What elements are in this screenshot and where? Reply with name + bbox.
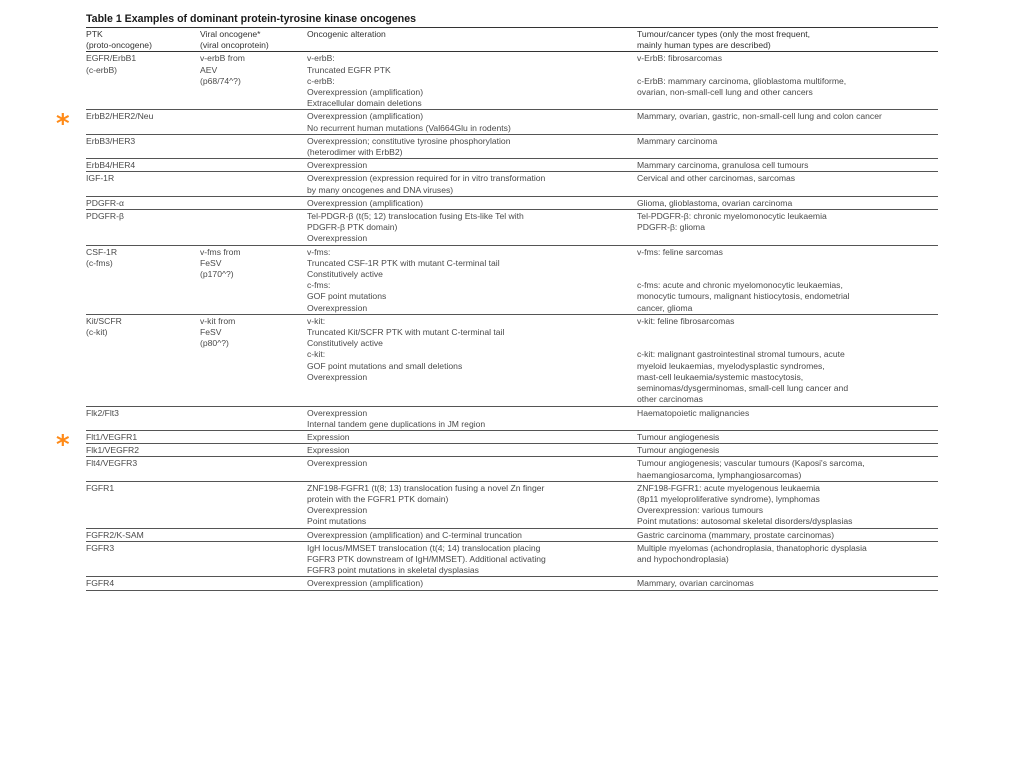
tumour-types-cell: Multiple myelomas (achondroplasia, thanatophoric dysplasia and hypochondroplasia) bbox=[637, 542, 867, 564]
alteration-cell: Expression bbox=[307, 445, 350, 456]
alteration-cell: Overexpression bbox=[307, 458, 368, 469]
ptk-cell: Flt4/VEGFR3 bbox=[86, 458, 138, 469]
tumour-types-cell: v-ErbB: fibrosarcomas c-ErbB: mammary carcinoma, glioblastoma multiforme, ovarian, non-small-cell lung and other cancers bbox=[637, 53, 847, 98]
table-row bbox=[86, 577, 938, 590]
viral-oncogene-cell bbox=[200, 444, 307, 456]
ptk-cell: Flk2/Flt3 bbox=[86, 407, 119, 418]
table-row bbox=[86, 407, 938, 431]
viral-oncogene-cell bbox=[200, 542, 307, 577]
tumour-types-cell: Haematopoietic malignancies bbox=[637, 407, 750, 418]
header-viral-oncogene: Viral oncogene* (viral oncoprotein) bbox=[200, 29, 269, 51]
table-row bbox=[86, 172, 938, 196]
ptk-cell: Flt1/VEGFR1 bbox=[86, 431, 138, 442]
tumour-types-cell: Gastric carcinoma (mammary, prostate carcinomas) bbox=[637, 529, 835, 540]
viral-oncogene-cell bbox=[200, 529, 307, 541]
alteration-cell: Overexpression (amplification) bbox=[307, 578, 424, 589]
alteration-cell: Overexpression (expression required for in vitro transformation by many oncogenes and DNA viruses) bbox=[307, 173, 546, 195]
tumour-types-cell: Cervical and other carcinomas, sarcomas bbox=[637, 173, 796, 184]
alteration-cell: v-kit: Truncated Kit/SCFR PTK with mutant C-terminal tail Constitutively active c-kit: GOF point mutations and small deletions Overexpression bbox=[307, 315, 505, 382]
table-row bbox=[86, 52, 938, 110]
table-row bbox=[86, 457, 938, 481]
header-ptk: PTK (proto-oncogene) bbox=[86, 29, 152, 51]
table-container bbox=[86, 12, 938, 591]
table-header-row bbox=[86, 28, 938, 52]
viral-oncogene-cell bbox=[200, 457, 307, 480]
viral-oncogene-cell: v-kit from FeSV (p80^?) bbox=[200, 315, 236, 349]
tumour-types-cell: Tumour angiogenesis bbox=[637, 445, 720, 456]
table-row bbox=[86, 197, 938, 210]
table-row bbox=[86, 315, 938, 407]
viral-oncogene-cell bbox=[200, 135, 307, 158]
ptk-cell: FGFR2/K-SAM bbox=[86, 529, 144, 540]
tumour-types-cell: Mammary, ovarian, gastric, non-small-cell lung and colon cancer bbox=[637, 111, 882, 122]
alteration-cell: v-erbB: Truncated EGFR PTK c-erbB: Overexpression (amplification) Extracellular domain deletions bbox=[307, 53, 424, 109]
viral-oncogene-cell bbox=[200, 210, 307, 245]
ptk-cell: ErbB3/HER3 bbox=[86, 135, 136, 146]
table-row bbox=[86, 246, 938, 315]
alteration-cell: Expression bbox=[307, 431, 350, 442]
ptk-cell: Flk1/VEGFR2 bbox=[86, 445, 140, 456]
alteration-cell: ZNF198-FGFR1 (t(8; 13) translocation fusing a novel Zn finger protein with the FGFR1 PTK domain) Overexpression Point mutations bbox=[307, 482, 545, 527]
table-row bbox=[86, 159, 938, 172]
row-marker-asterisk-icon: * bbox=[56, 109, 70, 140]
alteration-cell: IgH locus/MMSET translocation (t(4; 14) translocation placing FGFR3 PTK downstream of IgH/MMSET). Additional activating FGFR3 point mutations in skeletal dysplasias bbox=[307, 542, 546, 576]
table-row bbox=[86, 482, 938, 529]
tumour-types-cell: Glioma, glioblastoma, ovarian carcinoma bbox=[637, 197, 793, 208]
ptk-cell: FGFR3 bbox=[86, 542, 115, 553]
tumour-types-cell: ZNF198-FGFR1: acute myelogenous leukaemia (8p11 myeloproliferative syndrome), lymphomas Overexpression: various tumours Point mutations: autosomal skeletal disorders/dysplasias bbox=[637, 482, 853, 527]
ptk-cell: FGFR1 bbox=[86, 482, 115, 493]
alteration-cell: v-fms: Truncated CSF-1R PTK with mutant C-terminal tail Constitutively active c-fms: GOF point mutations Overexpression bbox=[307, 246, 500, 313]
table-body bbox=[86, 52, 938, 590]
viral-oncogene-cell bbox=[200, 110, 307, 133]
viral-oncogene-cell bbox=[200, 407, 307, 430]
tumour-types-cell: v-kit: feline fibrosarcomas c-kit: malignant gastrointestinal stromal tumours, acute myeloid leukaemias, myelodysplastic syndromes, mast-cell leukaemia/systemic mastocytosis, seminomas/dysgerminomas, small-cell lung cancer and other carcinomas bbox=[637, 315, 849, 405]
table-title: Table 1 Examples of dominant protein-tyrosine kinase oncogenes bbox=[86, 12, 938, 28]
tumour-types-cell: v-fms: feline sarcomas c-fms: acute and chronic myelomonocytic leukaemias, monocytic tumours, malignant histiocytosis, endometrial cancer, glioma bbox=[637, 246, 850, 313]
tumour-types-cell: Tel-PDGFR-β: chronic myelomonocytic leukaemia PDGFR-β: glioma bbox=[637, 211, 827, 233]
alteration-cell: Tel-PDGR-β (t(5; 12) translocation fusing Ets-like Tel with PDGFR-β PTK domain) Overexpression bbox=[307, 211, 524, 244]
table-row bbox=[86, 431, 938, 444]
header-oncogenic-alteration: Oncogenic alteration bbox=[307, 29, 386, 39]
viral-oncogene-cell bbox=[200, 197, 307, 209]
alteration-cell: Overexpression (amplification) and C-terminal truncation bbox=[307, 529, 522, 540]
ptk-cell: PDGFR-α bbox=[86, 197, 124, 208]
tumour-types-cell: Mammary carcinoma bbox=[637, 135, 718, 146]
table-row bbox=[86, 529, 938, 542]
viral-oncogene-cell: v-erbB from AEV (p68/74^?) bbox=[200, 53, 245, 86]
ptk-cell: ErbB2/HER2/Neu bbox=[86, 111, 154, 122]
alteration-cell: Overexpression Internal tandem gene duplications in JM region bbox=[307, 407, 486, 429]
tumour-types-cell: Mammary, ovarian carcinomas bbox=[637, 578, 754, 589]
alteration-cell: Overexpression bbox=[307, 160, 368, 171]
viral-oncogene-cell bbox=[200, 431, 307, 443]
viral-oncogene-cell bbox=[200, 482, 307, 528]
tumour-types-cell: Tumour angiogenesis bbox=[637, 431, 720, 442]
ptk-cell: CSF-1R (c-fms) bbox=[86, 246, 118, 268]
alteration-cell: Overexpression; constitutive tyrosine phosphorylation (heterodimer with ErbB2) bbox=[307, 135, 511, 158]
header-tumour-types: Tumour/cancer types (only the most frequent, mainly human types are described) bbox=[637, 29, 811, 51]
row-marker-asterisk-icon: * bbox=[56, 429, 70, 460]
ptk-cell: FGFR4 bbox=[86, 578, 115, 589]
alteration-cell: Overexpression (amplification) No recurrent human mutations (Val664Glu in rodents) bbox=[307, 111, 511, 133]
table-row bbox=[86, 542, 938, 578]
viral-oncogene-cell: v-fms from FeSV (p170^?) bbox=[200, 246, 241, 280]
table-row bbox=[86, 110, 938, 134]
ptk-cell: Kit/SCFR (c-kit) bbox=[86, 315, 122, 338]
viral-oncogene-cell bbox=[200, 577, 307, 589]
table-row bbox=[86, 135, 938, 159]
tumour-types-cell: Tumour angiogenesis; vascular tumours (Kaposi's sarcoma, haemangiosarcoma, lymphangiosarcomas) bbox=[637, 458, 865, 480]
ptk-cell: IGF-1R bbox=[86, 173, 115, 184]
ptk-cell: ErbB4/HER4 bbox=[86, 160, 136, 171]
table-row bbox=[86, 444, 938, 457]
ptk-cell: EGFR/ErbB1 (c-erbB) bbox=[86, 53, 137, 75]
viral-oncogene-cell bbox=[200, 159, 307, 171]
tumour-types-cell: Mammary carcinoma, granulosa cell tumours bbox=[637, 160, 809, 171]
ptk-cell: PDGFR-β bbox=[86, 211, 124, 222]
alteration-cell: Overexpression (amplification) bbox=[307, 197, 424, 208]
viral-oncogene-cell bbox=[200, 172, 307, 195]
table-row bbox=[86, 210, 938, 246]
